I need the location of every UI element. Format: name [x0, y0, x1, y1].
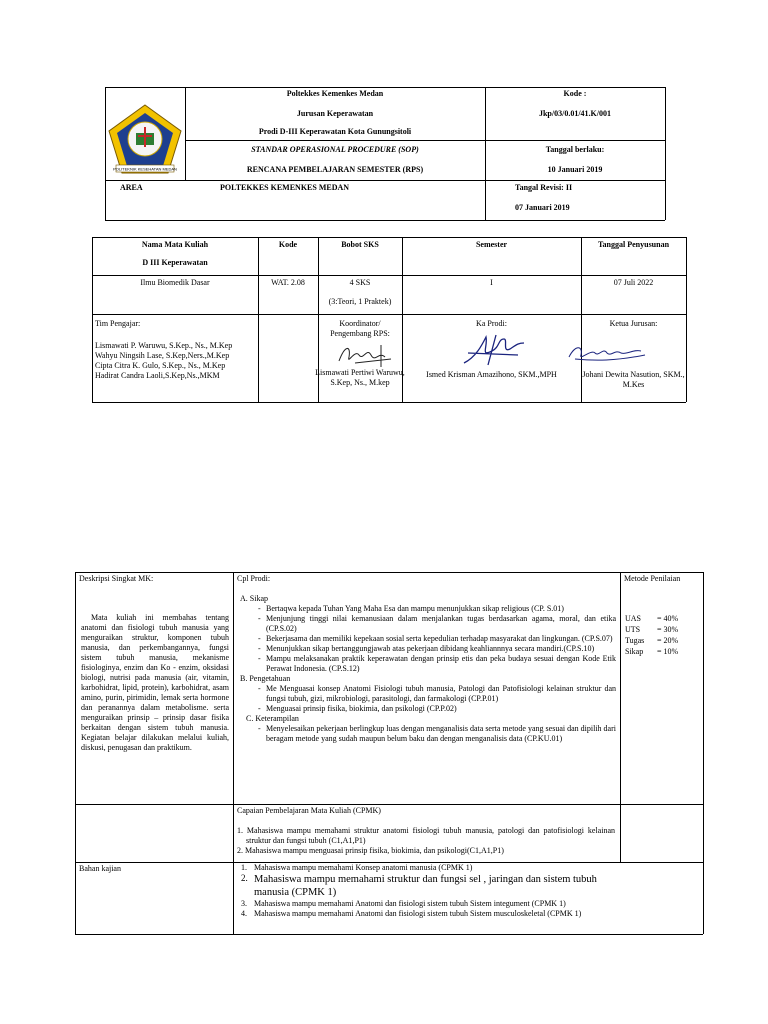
metode-value: = 10% — [657, 647, 679, 656]
program-name: Prodi D-III Keperawatan Kota Gunungsitoli — [258, 127, 412, 136]
tim-member: Wahyu Ningsih Lase, S.Kep,Ners.,M.Kep — [95, 351, 230, 360]
koordinator-label: Koordinator/ Pengembang RPS: — [330, 319, 390, 338]
bahan-item — [236, 873, 620, 899]
bahan-number: 3. — [241, 899, 247, 909]
kode-value: WAT. 2.08 — [271, 278, 305, 287]
nama-mk-header: Nama Mata Kuliah — [141, 240, 209, 249]
deskripsi-text: Mata kuliah ini membahas tentang anatomi dan fisiologi tubuh manusia yang menguraikan struktur, komponen tubuh manusia, dan perkembangannya, fungsi sistem tubuh manusia, mekanisme fisiologinya, enzim dan Ko - enzim, oksidasi biologi, nutrisi pada manusia (air, vitamin, karbohidrat, lipid, protein), karbohidrat, asam amino, purin, pirimidin, lemak serta hormone dan peranannya dalam metabolisme. serta menguraikan prinsip – prinsip dasar fisika berkaitan dengan sistem tubuh manusia. Kegiatan belajar dilakukan melalui kuliah, diskusi, penugasan dan praktikum. — [81, 613, 229, 752]
bahan-number: 2. — [241, 873, 248, 883]
kaprodi-signature — [458, 333, 528, 367]
bahan-list — [236, 863, 620, 919]
bahan-item — [236, 909, 620, 919]
pengetahuan-item: - Me Menguasai konsep Anatomi Fisiologi tubuh manusia, Patologi dan Patofisiologi kelainan struktur dan fungsi tubuh, gizi, mikrobiologi, parasitologi, dan farmakologi (CP.P.01) — [258, 684, 616, 704]
svg-text:POLITEKNIK KESEHATAN MEDAN: POLITEKNIK KESEHATAN MEDAN — [113, 166, 177, 172]
ketua-signature — [565, 341, 651, 363]
metode-row — [625, 625, 701, 636]
kaprodi-name: Ismed Krisman Amazihono, SKM.,MPH — [426, 370, 557, 379]
bahan-item — [236, 863, 620, 873]
metode-row — [625, 614, 701, 625]
kode-header: Kode — [278, 240, 298, 249]
pengetahuan-item: - Menguasai prinsip fisika, biokimia, dan psikologi (CP.P.02) — [258, 704, 616, 714]
tim-list — [95, 341, 257, 381]
metode-name: UAS — [625, 614, 642, 623]
semester-value: I — [490, 278, 493, 287]
sikap-item: - Menjunjung tinggi nilai kemanusiaan dalam menjalankan tugas berdasarkan agama, moral, dan etika (CP.S.02) — [258, 614, 616, 634]
nama-mk-value: Ilmu Biomedik Dasar — [140, 278, 210, 287]
sks-value: 4 SKS — [349, 278, 371, 287]
metode-name: Tugas — [625, 636, 645, 645]
department-name: Jurusan Keperawatan — [296, 109, 374, 118]
ketua-label: Ketua Jurusan: — [609, 319, 658, 328]
program-value: D III Keperawatan — [142, 258, 208, 267]
sikap-item: - Bekerjasama dan memiliki kepekaan sosial serta kepedulian terhadap masyarakat dan lingkungan. (CP.S.07) — [258, 634, 616, 644]
tanggal-revisi-label: Tangal Revisi: II — [515, 183, 573, 192]
bahan-number: 4. — [241, 909, 247, 919]
bobot-header: Bobot SKS — [341, 240, 379, 249]
cpmk-list — [237, 826, 615, 856]
bahan-text: Mahasiswa mampu memahami struktur dan fungsi sel , jaringan dan sistem tubuh manusia (CPMK 1) — [254, 874, 597, 899]
tanggal-berlaku-value: 10 Januari 2019 — [547, 165, 603, 174]
area-label: AREA — [120, 183, 143, 192]
metode-name: UTS — [625, 625, 641, 634]
cpmk-label: Capaian Pembelajaran Mata Kuliah (CPMK) — [237, 806, 381, 815]
keterampilan-heading: C. Keterampilan — [246, 714, 299, 723]
metode-list — [625, 614, 701, 658]
cpl-label: Cpl Prodi: — [237, 574, 271, 583]
metode-value: = 30% — [657, 625, 679, 634]
deskripsi-label: Deskripsi Singkat MK: — [79, 574, 154, 583]
cpl-content — [240, 594, 616, 744]
bahan-text: Mahasiswa mampu memahami Konsep anatomi manusia (CPMK 1) — [254, 863, 473, 872]
metode-value: = 20% — [657, 636, 679, 645]
poltekkes-logo — [106, 103, 184, 175]
kaprodi-label: Ka Prodi: — [476, 319, 507, 328]
area-value: POLTEKKES KEMENKES MEDAN — [220, 183, 350, 192]
tim-member: Lismawati P. Waruwu, S.Kep., Ns., M.Kep — [95, 341, 233, 350]
metode-label: Metode Penilaian — [624, 574, 681, 583]
koordinator-signature — [335, 341, 395, 369]
cpmk-item: 2. Mahasiswa mampu menguasai prinsip fisika, biokimia, dan psikologi(C1,A1,P1) — [237, 846, 504, 855]
sikap-item: - Menunjukkan sikap bertanggungjawab atas pekerjaan dibidang keahliannnya secara mandiri.(CP.S.10) — [258, 644, 616, 654]
sikap-heading: A. Sikap — [240, 594, 268, 603]
sks-detail: (3:Teori, 1 Praktek) — [328, 297, 392, 306]
bahan-text: Mahasiswa mampu memahami Anatomi dan fisiologi sistem tubuh Sistem integument (CPMK 1) — [254, 899, 566, 909]
koordinator-name: Lismawati Pertiwi Waruwu, S.Kep, Ns., M.kep — [315, 368, 405, 387]
tim-label: Tim Pengajar: — [95, 319, 141, 328]
pengetahuan-heading: B. Pengetahuan — [240, 674, 291, 683]
sikap-item: - Mampu melaksanakan praktik keperawatan dengan prinsip etis dan peka budaya sesuai dengan Kode Etik Perawat Indonesia. (CP.S.12) — [258, 654, 616, 674]
tim-member: Hadirat Candra Laoli,S.Kep,Ns.,MKM — [95, 371, 220, 380]
sikap-item: - Bertaqwa kepada Tuhan Yang Maha Esa dan mampu menunjukkan sikap religious (CP. S.01) — [258, 604, 616, 614]
bahan-number: 1. — [241, 863, 247, 872]
bahan-label: Bahan kajian — [79, 864, 121, 873]
semester-header: Semester — [475, 240, 508, 249]
institution-name: Poltekkes Kemenkes Medan — [286, 89, 384, 98]
metode-name: Sikap — [625, 647, 644, 656]
sop-title: STANDAR OPERASIONAL PROCEDURE (SOP) — [251, 145, 419, 154]
metode-row — [625, 647, 701, 658]
bahan-text: Mahasiswa mampu memahami Anatomi dan fisiologi sistem tubuh Sistem musculoskeletal (CPMK 1) — [254, 909, 582, 919]
ketua-name: Johani Dewita Nasution, SKM., M.Kes — [582, 370, 685, 389]
bahan-item — [236, 899, 620, 909]
tim-member: Cipta Citra K. Gulo, S.Kep., Ns., M.Kep — [95, 361, 226, 370]
kode-value: Jkp/03/0.01/41.K/001 — [538, 109, 611, 118]
tanggal-value: 07 Juli 2022 — [613, 278, 654, 287]
tanggal-header: Tanggal Penyusunan — [597, 240, 670, 249]
tanggal-berlaku-label: Tanggal berlaku: — [545, 145, 605, 154]
kode-label: Kode : — [563, 89, 587, 98]
metode-row — [625, 636, 701, 647]
tanggal-revisi-value: 07 Januari 2019 — [515, 203, 570, 212]
metode-value: = 40% — [657, 614, 679, 623]
keterampilan-item: - Menyelesaikan pekerjaan berlingkup luas dengan menganalisis data serta metode yang sesuai dan dipilih dari beragam metode yang sudah maupun belum baku dan dengan menganalisis data (CP.KU.01) — [258, 724, 616, 744]
rps-title: RENCANA PEMBELAJARAN SEMESTER (RPS) — [246, 165, 424, 174]
cpmk-item: 1. Mahasiswa mampu memahami struktur anatomi fisiologi tubuh manusia, patologi dan patofisiologi kelainan struktur dan fungsi tubuh (C1,A1,P1) — [237, 826, 615, 845]
